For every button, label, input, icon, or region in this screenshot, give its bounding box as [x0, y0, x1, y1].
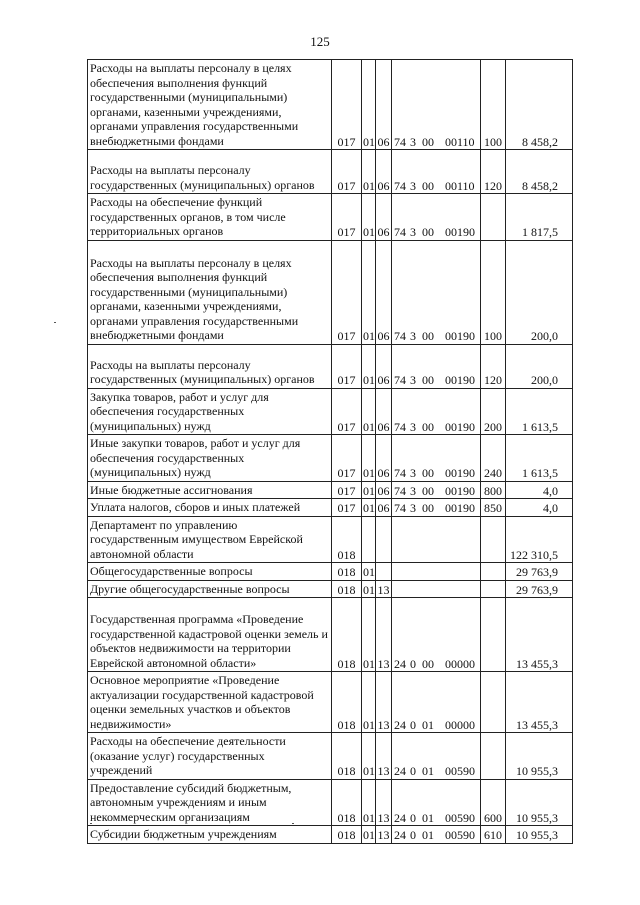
program-code-part: 00	[422, 656, 434, 671]
vr-cell: 100	[481, 240, 506, 344]
program-code-part: 00	[422, 134, 434, 149]
table-row	[88, 598, 573, 672]
row-name-cell: Расходы на выплаты персоналу в целях обеспечения выполнения функций государственными (муниципальными) органами, казенными учреждениями, органами управления государственными внебюджетными фондами	[88, 60, 332, 150]
program-code-part: 0	[410, 656, 416, 671]
program-code-cell	[392, 733, 481, 780]
gr-cell: 017	[332, 388, 362, 435]
gr-cell: 017	[332, 481, 362, 499]
program-code-part: 3	[410, 178, 416, 193]
rz-cell: 01	[362, 240, 376, 344]
amount-cell: 10 955,3	[506, 733, 573, 780]
table-row	[88, 150, 573, 194]
vr-cell: 100	[481, 60, 506, 150]
program-code-part: 00190	[445, 466, 475, 480]
table-row	[88, 580, 573, 598]
program-code-part: 3	[410, 329, 416, 343]
program-code-cell	[392, 779, 481, 826]
program-code-part: 01	[422, 810, 434, 825]
rz-cell: 01	[362, 598, 376, 672]
program-code-part: 0	[410, 717, 416, 732]
program-code-part: 3	[410, 466, 416, 480]
amount-cell: 122 310,5	[506, 516, 573, 563]
amount-cell: 8 458,2	[506, 60, 573, 150]
rz-cell: 01	[362, 435, 376, 482]
program-code-cell	[392, 563, 481, 581]
row-name-cell: Расходы на обеспечение функций государственных органов, в том числе территориальных органов	[88, 194, 332, 241]
amount-cell: 29 763,9	[506, 580, 573, 598]
program-code-cell	[392, 435, 481, 482]
gr-cell: 018	[332, 733, 362, 780]
vr-cell: 240	[481, 435, 506, 482]
gr-cell: 017	[332, 194, 362, 241]
vr-cell	[481, 194, 506, 241]
amount-cell: 1 817,5	[506, 194, 573, 241]
program-code-cell	[392, 672, 481, 733]
table-row	[88, 826, 573, 844]
program-code-part: 00190	[445, 329, 475, 343]
gr-cell: 018	[332, 563, 362, 581]
program-code-part: 00	[422, 501, 434, 515]
gr-cell: 018	[332, 826, 362, 844]
program-code-cell	[392, 598, 481, 672]
vr-cell	[481, 672, 506, 733]
rz-cell: 01	[362, 733, 376, 780]
program-code-part: 00	[422, 329, 434, 343]
program-code-part: 00190	[445, 225, 475, 239]
vr-cell	[481, 516, 506, 563]
program-code-part: 74	[394, 329, 406, 343]
row-name-cell: Расходы на выплаты персоналу государственных (муниципальных) органов	[88, 150, 332, 194]
pr-cell: 13	[376, 779, 392, 826]
program-code-part: 74	[394, 134, 406, 149]
vr-cell	[481, 563, 506, 581]
program-code-cell	[392, 344, 481, 388]
pr-cell: 06	[376, 344, 392, 388]
pr-cell	[376, 516, 392, 563]
gr-cell: 017	[332, 499, 362, 517]
row-name-cell: Другие общегосударственные вопросы	[88, 580, 332, 598]
program-code-part: 24	[394, 764, 406, 778]
gr-cell: 018	[332, 672, 362, 733]
program-code-part: 00000	[445, 717, 475, 732]
program-code-part: 0	[410, 828, 416, 842]
program-code-part: 00	[422, 466, 434, 480]
budget-table	[87, 59, 573, 844]
program-code-part: 01	[422, 828, 434, 842]
pr-cell: 06	[376, 60, 392, 150]
rz-cell: 01	[362, 826, 376, 844]
rz-cell: 01	[362, 150, 376, 194]
gr-cell: 017	[332, 150, 362, 194]
program-code-part: 3	[410, 225, 416, 239]
rz-cell: 01	[362, 580, 376, 598]
amount-cell: 1 613,5	[506, 435, 573, 482]
program-code-part: 24	[394, 717, 406, 732]
rz-cell: 01	[362, 194, 376, 241]
program-code-part: 00190	[445, 419, 475, 434]
table-row	[88, 516, 573, 563]
pr-cell: 06	[376, 240, 392, 344]
row-name-cell: Предоставление субсидий бюджетным, автономным учреждениям и иным некоммерческим организациям	[88, 779, 332, 826]
program-code-part: 00	[422, 419, 434, 434]
program-code-cell	[392, 240, 481, 344]
program-code-part: 74	[394, 483, 406, 498]
rz-cell: 01	[362, 779, 376, 826]
program-code-part: 74	[394, 501, 406, 515]
pr-cell: 13	[376, 598, 392, 672]
gr-cell: 017	[332, 344, 362, 388]
program-code-part: 74	[394, 466, 406, 480]
program-code-part: 00190	[445, 373, 475, 387]
program-code-part: 00	[422, 225, 434, 239]
row-name-cell: Расходы на обеспечение деятельности (оказание услуг) государственных учреждений	[88, 733, 332, 780]
amount-cell: 1 613,5	[506, 388, 573, 435]
row-name-cell: Расходы на выплаты персоналу государственных (муниципальных) органов	[88, 344, 332, 388]
row-name-cell: Закупка товаров, работ и услуг для обеспечения государственных (муниципальных) нужд	[88, 388, 332, 435]
amount-cell: 10 955,3	[506, 779, 573, 826]
rz-cell: 01	[362, 672, 376, 733]
row-name-cell: Иные закупки товаров, работ и услуг для обеспечения государственных (муниципальных) нужд	[88, 435, 332, 482]
gr-cell: 017	[332, 240, 362, 344]
pr-cell: 06	[376, 388, 392, 435]
table-row	[88, 499, 573, 517]
row-name-cell: Государственная программа «Проведение государственной кадастровой оценки земель и объектов недвижимости на территории Еврейской автономной области»	[88, 598, 332, 672]
table-row	[88, 563, 573, 581]
program-code-part: 00000	[445, 656, 475, 671]
rz-cell: 01	[362, 60, 376, 150]
pr-cell: 06	[376, 435, 392, 482]
amount-cell: 200,0	[506, 240, 573, 344]
program-code-part: 24	[394, 828, 406, 842]
vr-cell	[481, 598, 506, 672]
amount-cell: 4,0	[506, 481, 573, 499]
gr-cell: 018	[332, 598, 362, 672]
row-name-cell: Субсидии бюджетным учреждениям	[88, 826, 332, 844]
amount-cell: 8 458,2	[506, 150, 573, 194]
rz-cell: 01	[362, 481, 376, 499]
rz-cell: 01	[362, 344, 376, 388]
pr-cell: 13	[376, 733, 392, 780]
row-name-cell: Расходы на выплаты персоналу в целях обеспечения выполнения функций государственными (муниципальными) органами, казенными учреждениями, органами управления государственными внебюджетными фондами	[88, 240, 332, 344]
program-code-part: 00	[422, 483, 434, 498]
program-code-part: 24	[394, 810, 406, 825]
program-code-part: 74	[394, 178, 406, 193]
vr-cell: 800	[481, 481, 506, 499]
program-code-part: 24	[394, 656, 406, 671]
program-code-cell	[392, 194, 481, 241]
program-code-part: 00590	[445, 828, 475, 842]
page-number: 125	[310, 34, 330, 49]
amount-cell: 200,0	[506, 344, 573, 388]
vr-cell: 600	[481, 779, 506, 826]
vr-cell: 200	[481, 388, 506, 435]
table-row	[88, 779, 573, 826]
program-code-part: 01	[422, 764, 434, 778]
program-code-part: 00	[422, 178, 434, 193]
vr-cell: 610	[481, 826, 506, 844]
program-code-part: 00190	[445, 501, 475, 515]
program-code-part: 3	[410, 419, 416, 434]
table-row	[88, 194, 573, 241]
pr-cell: 13	[376, 826, 392, 844]
pr-cell: 13	[376, 580, 392, 598]
program-code-cell	[392, 150, 481, 194]
scan-speck	[90, 823, 92, 824]
gr-cell: 017	[332, 60, 362, 150]
table-row	[88, 435, 573, 482]
row-name-cell: Общегосударственные вопросы	[88, 563, 332, 581]
program-code-part: 00	[422, 373, 434, 387]
vr-cell: 120	[481, 150, 506, 194]
gr-cell: 018	[332, 779, 362, 826]
row-name-cell: Уплата налогов, сборов и иных платежей	[88, 499, 332, 517]
program-code-part: 74	[394, 225, 406, 239]
row-name-cell: Иные бюджетные ассигнования	[88, 481, 332, 499]
vr-cell	[481, 580, 506, 598]
program-code-cell	[392, 60, 481, 150]
vr-cell: 120	[481, 344, 506, 388]
program-code-part: 00190	[445, 483, 475, 498]
program-code-part: 01	[422, 717, 434, 732]
program-code-part: 00590	[445, 764, 475, 778]
program-code-part: 3	[410, 373, 416, 387]
table-row	[88, 60, 573, 150]
gr-cell: 018	[332, 516, 362, 563]
amount-cell: 13 455,3	[506, 598, 573, 672]
amount-cell: 10 955,3	[506, 826, 573, 844]
program-code-part: 3	[410, 501, 416, 515]
program-code-part: 00110	[445, 178, 475, 193]
program-code-cell	[392, 516, 481, 563]
amount-cell: 29 763,9	[506, 563, 573, 581]
rz-cell	[362, 516, 376, 563]
pr-cell: 13	[376, 672, 392, 733]
row-name-cell: Основное мероприятие «Проведение актуализации государственной кадастровой оценки земельных участков и объектов недвижимости»	[88, 672, 332, 733]
row-name-cell: Департамент по управлению государственным имуществом Еврейской автономной области	[88, 516, 332, 563]
pr-cell: 06	[376, 150, 392, 194]
program-code-part: 0	[410, 764, 416, 778]
program-code-part: 00110	[445, 134, 475, 149]
program-code-part: 3	[410, 134, 416, 149]
rz-cell: 01	[362, 388, 376, 435]
gr-cell: 018	[332, 580, 362, 598]
program-code-cell	[392, 826, 481, 844]
pr-cell: 06	[376, 499, 392, 517]
pr-cell: 06	[376, 481, 392, 499]
program-code-cell	[392, 580, 481, 598]
program-code-cell	[392, 388, 481, 435]
scan-speck	[54, 322, 56, 323]
table-row	[88, 672, 573, 733]
amount-cell: 13 455,3	[506, 672, 573, 733]
vr-cell	[481, 733, 506, 780]
gr-cell: 017	[332, 435, 362, 482]
program-code-part: 0	[410, 810, 416, 825]
program-code-part: 74	[394, 419, 406, 434]
program-code-cell	[392, 481, 481, 499]
table-row	[88, 481, 573, 499]
table-row	[88, 240, 573, 344]
amount-cell: 4,0	[506, 499, 573, 517]
program-code-part: 3	[410, 483, 416, 498]
program-code-part: 00590	[445, 810, 475, 825]
program-code-part: 74	[394, 373, 406, 387]
rz-cell: 01	[362, 499, 376, 517]
scan-speck	[292, 823, 294, 824]
table-row	[88, 733, 573, 780]
program-code-cell	[392, 499, 481, 517]
pr-cell: 06	[376, 194, 392, 241]
table-row	[88, 344, 573, 388]
table-row	[88, 388, 573, 435]
pr-cell	[376, 563, 392, 581]
rz-cell: 01	[362, 563, 376, 581]
vr-cell: 850	[481, 499, 506, 517]
